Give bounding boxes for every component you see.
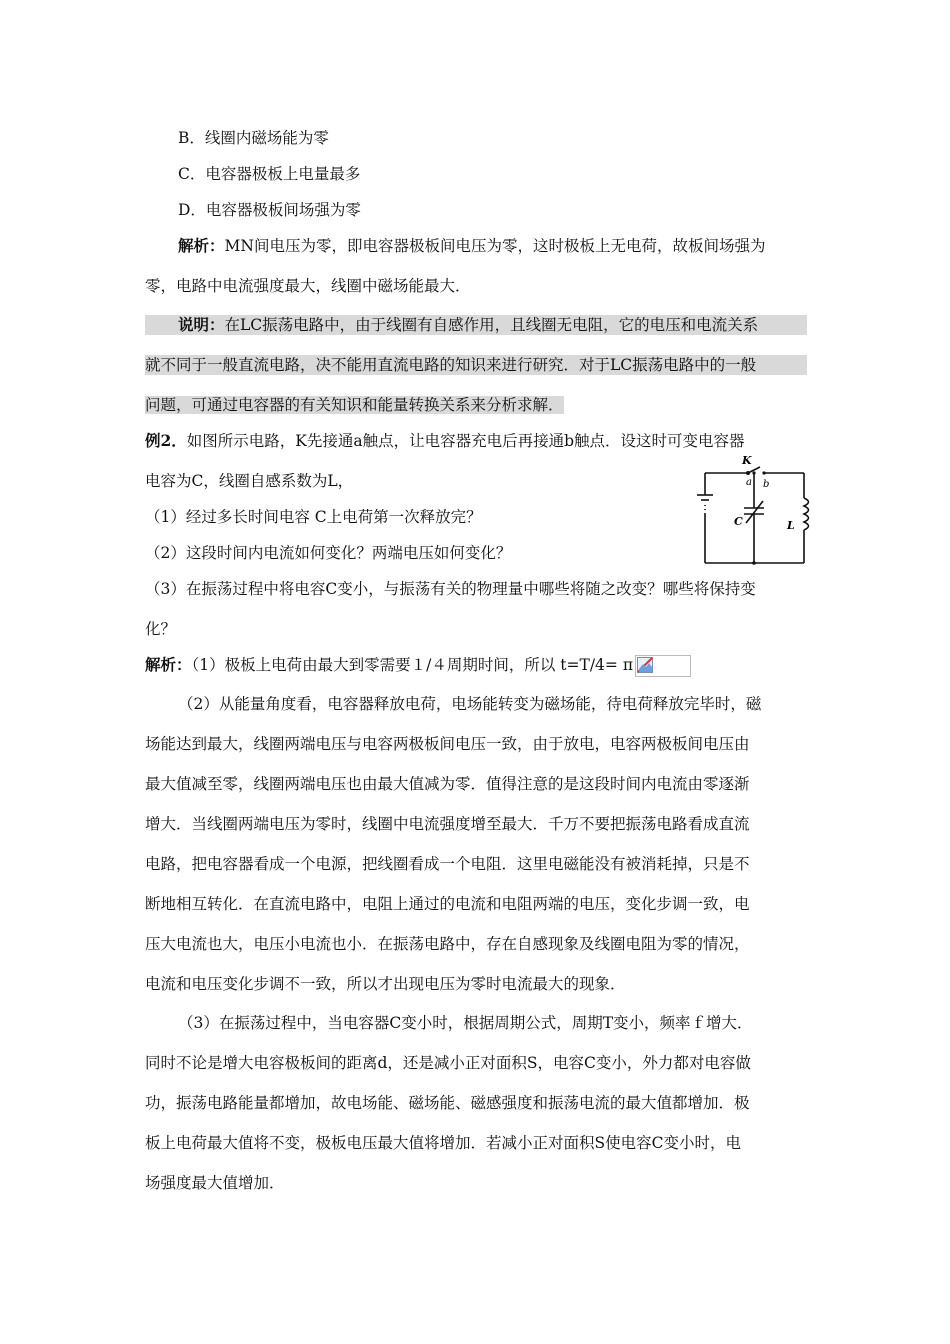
analysis2-p2-line: 场能达到最大，线圈两端电压与电容两极板间电压一致，由于放电，电容两极板间电压由 (145, 735, 750, 753)
example2-q3-line2: 化？ (145, 620, 177, 638)
analysis2-p3-line: 场强度最大值增加． (145, 1174, 285, 1192)
note-line2: 就不同于一般直流电路，决不能用直流电路的知识来进行研究．对于LC振荡电路中的一般 (145, 355, 807, 375)
example2-line2: 电容为C，线圈自感系数为L， (145, 472, 354, 490)
analysis2-p3-line: 同时不论是增大电容极板间的距离d，还是减小正对面积S，电容C变小，外力都对电容做 (145, 1054, 751, 1072)
note-text1: 在LC振荡电路中，由于线圈有自感作用，且线圈无电阻，它的电压和电流关系 (224, 316, 759, 334)
formula-image-placeholder (635, 655, 691, 677)
option-b: B．线圈内磁场能为零 (178, 129, 329, 147)
note-line1 (145, 315, 807, 335)
analysis1-text1: MN间电压为零，即电容器极板间电压为零，这时极板上无电荷，故板间场强为 (224, 237, 766, 255)
analysis2-p2-line: 电流和电压变化步调不一致，所以才出现电压为零时电流最大的现象． (145, 975, 626, 993)
analysis2-p2-line: 最大值减至零，线圈两端电压也由最大值减为零．值得注意的是这段时间内电流由零逐渐 (145, 775, 750, 793)
analysis2-p2-line: 增大．当线圈两端电压为零时，线圈中电流强度增至最大．千万不要把振荡电路看成直流 (145, 815, 750, 833)
analysis2-p3-line: （3）在振荡过程中，当电容器C变小时，根据周期公式，周期T变小，频率ｆ增大． (178, 1014, 753, 1032)
example2-line1 (145, 431, 745, 451)
note-label: 说明： (178, 315, 225, 334)
analysis2-p1-text: （1）极板上电荷由最大到零需要１/４周期时间，所以 t=T/4= π (191, 656, 634, 674)
analysis2-p2-line: 电路，把电容器看成一个电源，把线圈看成一个电阻．这里电磁能没有被消耗掉，只是不 (145, 855, 750, 873)
contact-a-label: a (746, 477, 752, 488)
analysis1-label: 解析： (178, 236, 225, 255)
lc-circuit-diagram (690, 453, 820, 573)
example2-text1: 如图所示电路，K先接通a触点，让电容器充电后再接通b触点．设这时可变电容器 (186, 432, 745, 450)
analysis1-line1 (178, 236, 765, 256)
analysis2-p3-line: 板上电荷最大值将不变，极板电压最大值将增加．若减小正对面积S使电容C变小时，电 (145, 1134, 741, 1152)
example2-label: 例2． (145, 431, 187, 450)
analysis2-label: 解析： (145, 655, 192, 674)
analysis2-p2-line: （2）从能量角度看，电容器释放电荷，电场能转变为磁场能，待电荷释放完毕时，磁 (178, 695, 762, 713)
option-d: D．电容器极板间场强为零 (178, 201, 361, 219)
example2-q2: （2）这段时间内电流如何变化？两端电压如何变化？ (145, 544, 512, 562)
analysis1-line2: 零，电路中电流强度最大，线圈中磁场能最大． (145, 277, 471, 295)
inductor-label: L (787, 519, 795, 532)
note-text3: 问题，可通过电容器的有关知识和能量转换关系来分析求解． (145, 396, 564, 414)
example2-q3-line1: （3）在振荡过程中将电容C变小，与振荡有关的物理量中哪些将随之改变？哪些将保持变 (145, 580, 756, 598)
analysis2-p3-line: 功，振荡电路能量都增加，故电场能、磁场能、磁感强度和振荡电流的最大值都增加．极 (145, 1094, 750, 1112)
analysis2-p2-line: 压大电流也大，电压小电流也小．在振荡电路中，存在自感现象及线圈电阻为零的情况， (145, 935, 750, 953)
switch-label: K (742, 454, 752, 467)
contact-b-label: b (763, 479, 770, 490)
capacitor-label: C (734, 515, 743, 528)
broken-image-icon (637, 657, 653, 673)
analysis2-p2-line: 断地相互转化．在直流电路中，电阻上通过的电流和电阻两端的电压，变化步调一致，电 (145, 895, 750, 913)
analysis2-p1 (145, 655, 691, 677)
note-line3 (145, 395, 564, 415)
example2-q1: （1）经过多长时间电容 C上电荷第一次释放完？ (145, 508, 482, 526)
option-c: C．电容器极板上电量最多 (178, 165, 361, 183)
